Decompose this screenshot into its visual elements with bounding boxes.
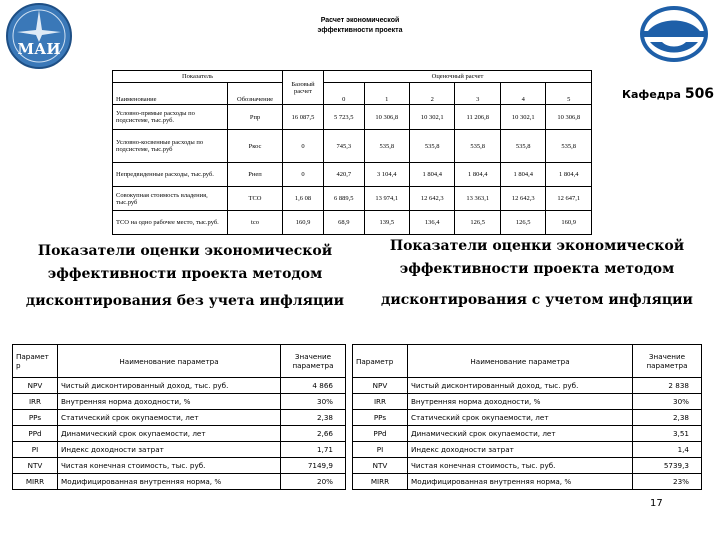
table-row xyxy=(353,474,702,490)
row-value: 1 804,4 xyxy=(500,163,545,187)
param-value: 23% xyxy=(633,474,702,490)
row-value: 535,8 xyxy=(546,130,592,163)
department-number: 506 xyxy=(684,86,715,102)
param-name: Индекс доходности затрат xyxy=(408,442,633,458)
row-value: 10 306,8 xyxy=(546,105,592,130)
row-value: 420,7 xyxy=(324,163,365,187)
page-number: 17 xyxy=(650,498,663,509)
param-value: 7149,9 xyxy=(281,458,346,474)
param-name: Внутренняя норма доходности, % xyxy=(408,394,633,410)
table-row xyxy=(353,394,702,410)
slide-title-line-1: Расчет экономической xyxy=(320,17,400,24)
row-value: 1 804,4 xyxy=(546,163,592,187)
table-row xyxy=(353,442,702,458)
param-name: Чистый дисконтированный доход, тыс. руб. xyxy=(408,378,633,394)
header-year: 2 xyxy=(410,83,455,105)
row-value: 5 723,5 xyxy=(324,105,365,130)
department-word: Кафедра xyxy=(622,88,681,101)
table-row xyxy=(353,378,702,394)
param-value: 20% xyxy=(281,474,346,490)
param-code: IRR xyxy=(353,394,408,410)
param-name: Чистая конечная стоимость, тыс. руб. xyxy=(408,458,633,474)
row-value: 1 804,4 xyxy=(455,163,500,187)
param-name: Индекс доходности затрат xyxy=(58,442,281,458)
table-row xyxy=(13,410,346,426)
row-value: 10 302,1 xyxy=(500,105,545,130)
heading-line: эффективности проекта методом xyxy=(399,261,675,277)
param-name: Динамический срок окупаемости, лет xyxy=(408,426,633,442)
heading-without-inflation xyxy=(6,240,364,313)
slide-title-line-2: эффективности проекта xyxy=(317,27,403,34)
param-code: PI xyxy=(353,442,408,458)
row-value: 535,8 xyxy=(410,130,455,163)
table-row xyxy=(113,163,592,187)
row-value: 1 804,4 xyxy=(410,163,455,187)
row-value: 12 642,3 xyxy=(500,187,545,211)
row-symbol: Рпр xyxy=(228,105,283,130)
param-value: 4 866 xyxy=(281,378,346,394)
param-value: 2 838 xyxy=(633,378,702,394)
indicators-table-with-inflation xyxy=(352,344,702,490)
table-row xyxy=(113,105,592,130)
param-value: 1,4 xyxy=(633,442,702,458)
param-code: MIRR xyxy=(13,474,58,490)
row-name: Условно-косвенные расходы по подсистеме, тыс.руб xyxy=(113,130,228,163)
table-row xyxy=(353,426,702,442)
param-value: 2,66 xyxy=(281,426,346,442)
param-name: Модифицированная внутренняя норма, % xyxy=(408,474,633,490)
table-row xyxy=(13,442,346,458)
header-year: 0 xyxy=(324,83,365,105)
table-row xyxy=(353,458,702,474)
header-year: 3 xyxy=(455,83,500,105)
param-code: IRR xyxy=(13,394,58,410)
svg-text:МАИ: МАИ xyxy=(17,40,61,58)
param-value: 30% xyxy=(633,394,702,410)
col-header-param: Парамет р xyxy=(13,345,58,378)
table-row xyxy=(353,410,702,426)
table-row xyxy=(13,426,346,442)
param-code: NPV xyxy=(13,378,58,394)
row-value: 136,4 xyxy=(410,211,455,235)
param-name: Статический срок окупаемости, лет xyxy=(408,410,633,426)
table-row xyxy=(13,394,346,410)
table-row xyxy=(13,378,346,394)
row-value: 10 306,8 xyxy=(364,105,409,130)
param-code: PI xyxy=(13,442,58,458)
row-name: Непредвиденные расходы, тыс.руб. xyxy=(113,163,228,187)
param-value: 30% xyxy=(281,394,346,410)
header-year: 5 xyxy=(546,83,592,105)
param-code: NTV xyxy=(13,458,58,474)
param-code: PPd xyxy=(13,426,58,442)
row-value: 10 302,1 xyxy=(410,105,455,130)
department-label xyxy=(622,86,714,102)
param-code: PPd xyxy=(353,426,408,442)
row-value: 68,9 xyxy=(324,211,365,235)
param-value: 2,38 xyxy=(633,410,702,426)
param-code: NPV xyxy=(353,378,408,394)
col-header-param: Параметр xyxy=(353,345,408,378)
param-value: 3,51 xyxy=(633,426,702,442)
row-base: 16 087,5 xyxy=(283,105,324,130)
param-name: Динамический срок окупаемости, лет xyxy=(58,426,281,442)
slide-title xyxy=(260,16,460,36)
header-symbol: Обозначение xyxy=(228,83,283,105)
row-symbol: ТСО xyxy=(228,187,283,211)
department-logo xyxy=(636,2,712,66)
row-value: 745,3 xyxy=(324,130,365,163)
param-code: NTV xyxy=(353,458,408,474)
param-name: Статический срок окупаемости, лет xyxy=(58,410,281,426)
param-value: 2,38 xyxy=(281,410,346,426)
row-base: 0 xyxy=(283,163,324,187)
heading-line: дисконтирования с учетом инфляции xyxy=(381,292,693,308)
row-base: 160,9 xyxy=(283,211,324,235)
param-code: PPs xyxy=(353,410,408,426)
param-name: Чистый дисконтированный доход, тыс. руб. xyxy=(58,378,281,394)
row-value: 3 104,4 xyxy=(364,163,409,187)
param-name: Внутренняя норма доходности, % xyxy=(58,394,281,410)
col-header-value: Значение параметра xyxy=(633,345,702,378)
table-row xyxy=(113,130,592,163)
col-header-name: Наименование параметра xyxy=(58,345,281,378)
row-name: ТСО на одно рабочее место, тыс.руб. xyxy=(113,211,228,235)
header-base: Базовый расчет xyxy=(283,71,324,105)
heading-line: Показатели оценки экономической xyxy=(389,238,685,254)
row-value: 160,9 xyxy=(546,211,592,235)
row-name: Совокупная стоимость владения, тыс.руб xyxy=(113,187,228,211)
param-code: PPs xyxy=(13,410,58,426)
param-code: MIRR xyxy=(353,474,408,490)
table-row xyxy=(13,458,346,474)
row-value: 126,5 xyxy=(455,211,500,235)
cost-table xyxy=(112,70,592,235)
row-value: 535,8 xyxy=(455,130,500,163)
row-value: 139,5 xyxy=(364,211,409,235)
param-name: Модифицированная внутренняя норма, % xyxy=(58,474,281,490)
mai-logo xyxy=(5,2,73,70)
row-value: 12 647,1 xyxy=(546,187,592,211)
row-value: 535,8 xyxy=(364,130,409,163)
row-symbol: Рнеп xyxy=(228,163,283,187)
table-row xyxy=(113,211,592,235)
header-indicator: Показатель xyxy=(113,71,283,83)
heading-line: эффективности проекта методом xyxy=(47,266,323,282)
row-value: 535,8 xyxy=(500,130,545,163)
header-name: Наименование xyxy=(113,83,228,105)
table-row xyxy=(113,187,592,211)
row-value: 126,5 xyxy=(500,211,545,235)
col-header-name: Наименование параметра xyxy=(408,345,633,378)
param-value: 1,71 xyxy=(281,442,346,458)
header-year: 1 xyxy=(364,83,409,105)
row-symbol: Ркос xyxy=(228,130,283,163)
param-value: 5739,3 xyxy=(633,458,702,474)
row-value: 11 206,8 xyxy=(455,105,500,130)
indicators-table-without-inflation xyxy=(12,344,346,490)
heading-line: Показатели оценки экономической xyxy=(37,243,333,259)
row-symbol: tco xyxy=(228,211,283,235)
row-value: 13 363,1 xyxy=(455,187,500,211)
row-value: 13 974,1 xyxy=(364,187,409,211)
param-name: Чистая конечная стоимость, тыс. руб. xyxy=(58,458,281,474)
table-row xyxy=(13,474,346,490)
header-year: 4 xyxy=(500,83,545,105)
heading-with-inflation xyxy=(358,235,716,312)
row-name: Условно-прямые расходы по подсистеме, тыс.руб. xyxy=(113,105,228,130)
col-header-value: Значение параметра xyxy=(281,345,346,378)
row-base: 1,6 08 xyxy=(283,187,324,211)
heading-line: дисконтирования без учета инфляции xyxy=(25,293,345,309)
row-base: 0 xyxy=(283,130,324,163)
row-value: 12 642,3 xyxy=(410,187,455,211)
row-value: 6 889,5 xyxy=(324,187,365,211)
header-estimate: Оценочный расчет xyxy=(324,71,592,83)
